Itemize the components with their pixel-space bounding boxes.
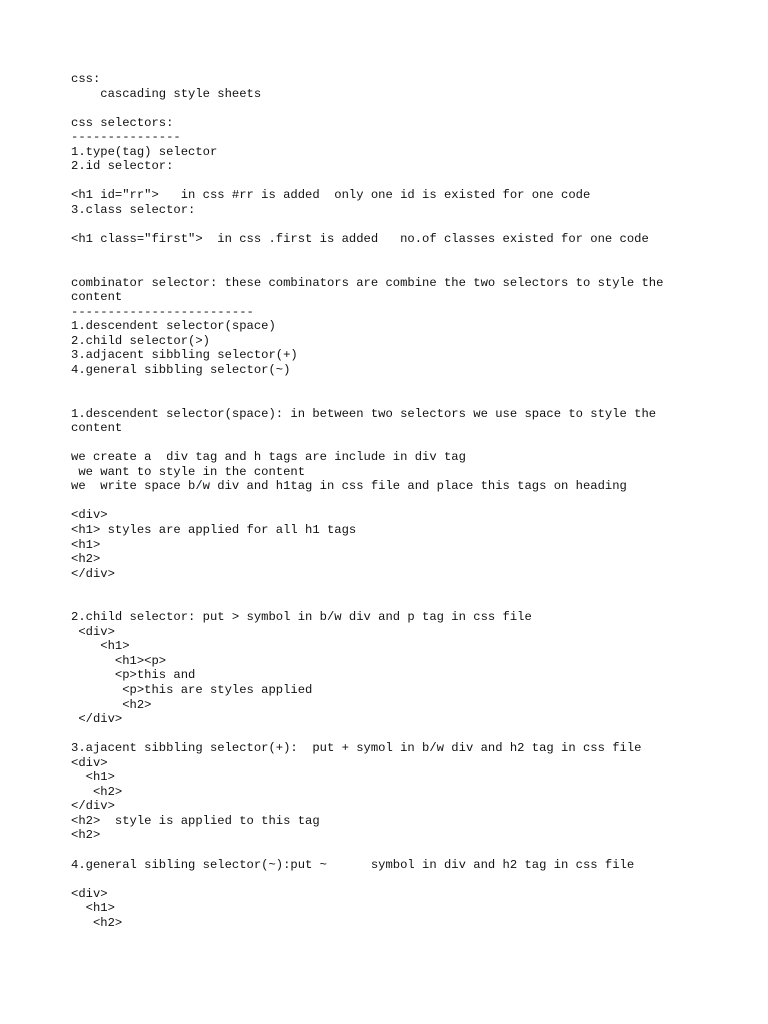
text-line: <div> — [71, 755, 108, 770]
text-line: we write space b/w div and h1tag in css file and place this tags on heading — [71, 479, 627, 494]
text-line: <div> — [71, 886, 108, 901]
text-line: cascading style sheets — [71, 86, 262, 101]
text-line — [71, 392, 751, 407]
text-line — [71, 377, 751, 392]
text-line: <h1> — [71, 639, 130, 654]
text-line: <h1> — [71, 537, 101, 552]
text-line: <h1> — [71, 770, 115, 785]
text-line — [71, 581, 751, 596]
text-line: <h1> styles are applied for all h1 tags — [71, 522, 357, 537]
text-line: we create a div tag and h tags are include in div tag — [71, 450, 466, 465]
text-line: we want to style in the content — [71, 464, 306, 479]
text-line — [71, 872, 751, 887]
text-line: ------------------------- — [71, 304, 254, 319]
text-line: 3.adjacent sibbling selector(+) — [71, 348, 298, 363]
text-line — [71, 261, 751, 276]
text-line: --------------- — [71, 130, 181, 145]
text-line: css: — [71, 72, 101, 86]
document-body — [71, 72, 751, 930]
text-line: <h2> — [71, 697, 152, 712]
text-line: <h1 class="first"> in css .first is added no.of classes existed for one code — [71, 232, 649, 247]
text-line — [71, 247, 751, 262]
text-line: 4.general sibbling selector(~) — [71, 362, 291, 377]
text-line: <h2> — [71, 828, 101, 843]
text-line: </div> — [71, 712, 123, 727]
text-line: 2.child selector(>) — [71, 333, 210, 348]
text-line: <div> — [71, 624, 115, 639]
text-line: 1.descendent selector(space): in between two selectors we use space to style the — [71, 406, 657, 421]
text-line: 1.type(tag) selector — [71, 144, 218, 159]
text-line — [71, 101, 751, 116]
text-line — [71, 174, 751, 189]
text-line: css selectors: — [71, 115, 174, 130]
text-line: combinator selector: these combinators are combine the two selectors to style the — [71, 275, 664, 290]
text-line — [71, 494, 751, 509]
text-line: <h2> — [71, 915, 123, 930]
text-line — [71, 436, 751, 451]
text-line: </div> — [71, 566, 115, 581]
text-line: 1.descendent selector(space) — [71, 319, 276, 334]
text-line — [71, 727, 751, 742]
text-line — [71, 843, 751, 858]
text-line — [71, 596, 751, 611]
text-line: 2.child selector: put > symbol in b/w div and p tag in css file — [71, 610, 532, 625]
text-line: <h1><p> — [71, 653, 167, 668]
text-line: <h2> — [71, 552, 101, 567]
text-line: <h2> style is applied to this tag — [71, 813, 320, 828]
text-line: <h2> — [71, 784, 123, 799]
text-line: <div> — [71, 508, 108, 523]
text-line: <p>this and — [71, 668, 196, 683]
text-line: content — [71, 290, 123, 305]
text-line: 3.class selector: — [71, 202, 196, 217]
text-line: <h1> — [71, 901, 115, 916]
text-line: 4.general sibling selector(~):put ~ symbol in div and h2 tag in css file — [71, 857, 635, 872]
text-line: 3.ajacent sibbling selector(+): put + symol in b/w div and h2 tag in css file — [71, 741, 642, 756]
text-line: <h1 id="rr"> in css #rr is added only one id is existed for one code — [71, 188, 591, 203]
text-line — [71, 217, 751, 232]
text-line: content — [71, 421, 123, 436]
text-line: <p>this are styles applied — [71, 682, 313, 697]
text-line: 2.id selector: — [71, 159, 174, 174]
text-line: </div> — [71, 799, 115, 814]
